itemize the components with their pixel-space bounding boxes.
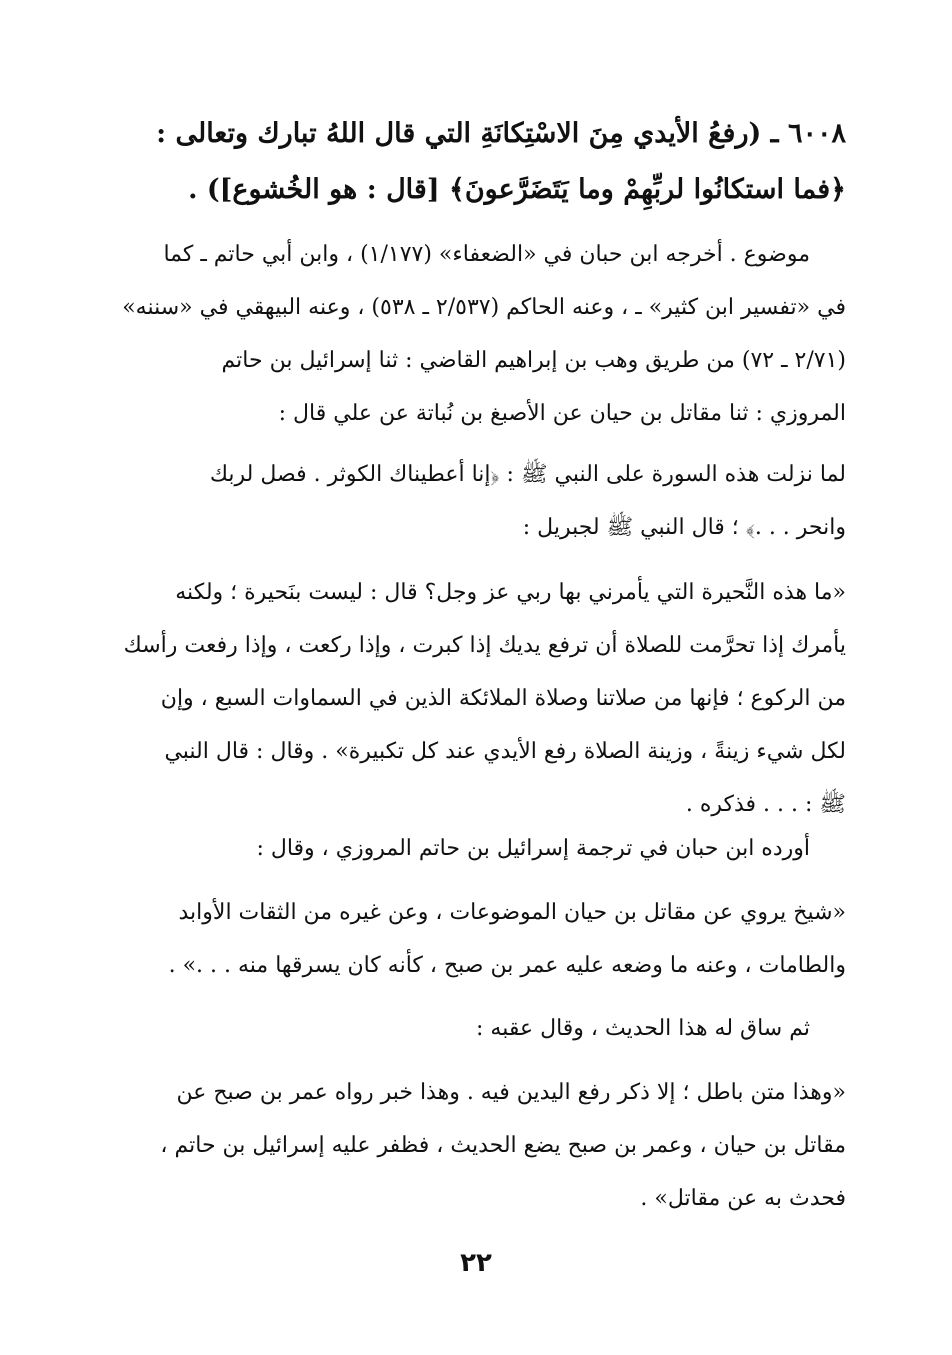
paragraph-line: أورده ابن حبان في ترجمة إسرائيل بن حاتم المروزي ، وقال :: [256, 836, 810, 861]
paragraph-line: «شيخ يروي عن مقاتل بن حيان الموضوعات ، وعن غيره من الثقات الأوابد: [178, 900, 846, 925]
heading-line: ٦٠٠٨ ـ (رفعُ الأيدي مِنَ الاسْتِكانَةِ التي قال اللهُ تبارك وتعالى :: [156, 118, 846, 149]
page-number: ٢٢: [460, 1248, 492, 1278]
paragraph-line: يأمرك إذا تحرَّمت للصلاة أن ترفع يديك إذا كبرت ، وإذا ركعت ، وإذا رفعت رأسك: [123, 633, 846, 658]
paragraph-line: في «تفسير ابن كثير» ـ ، وعنه الحاكم (٢/٥٣٧ ـ ٥٣٨) ، وعنه البيهقي في «سننه»: [122, 295, 846, 320]
paragraph-line: (٢/٧١ ـ ٧٢) من طريق وهب بن إبراهيم القاضي : ثنا إسرائيل بن حاتم: [221, 348, 846, 373]
paragraph-line: موضوع . أخرجه ابن حبان في «الضعفاء» (١/١٧٧) ، وابن أبي حاتم ـ كما: [163, 242, 810, 267]
paragraph-line: ثم ساق له هذا الحديث ، وقال عقبه :: [476, 1016, 810, 1041]
paragraph-line: لكل شيء زينةً ، وزينة الصلاة رفع الأيدي عند كل تكبيرة» . وقال : قال النبي: [164, 739, 846, 764]
paragraph-line: مقاتل بن حيان ، وعمر بن صبح يضع الحديث ، فظفر عليه إسرائيل بن حاتم ،: [160, 1133, 846, 1158]
paragraph-line: «ما هذه النَّحيرة التي يأمرني بها ربي عز وجل؟ قال : ليست بنَحيرة ؛ ولكنه: [175, 580, 846, 605]
thumma-paragraph: [104, 1002, 846, 1055]
paragraph-line: فحدث به عن مقاتل» .: [640, 1186, 846, 1211]
awradahu-paragraph: [104, 822, 846, 875]
paragraph-line: والطامات ، وعنه ما وضعه عليه عمر بن صبح ، كأنه كان يسرقها منه . . .» .: [168, 953, 846, 978]
takhrij-paragraph: [104, 228, 846, 440]
hadith-heading: [104, 106, 846, 218]
hadha-quote-paragraph: [104, 1066, 846, 1225]
paragraph-line: المروزي : ثنا مقاتل بن حيان عن الأصبغ بن نُباتة عن علي قال :: [278, 401, 846, 426]
paragraph-line: وانحر . . .﴾ ؛ قال النبي ﷺ لجبريل :: [522, 515, 846, 540]
hadith-text-paragraph: [104, 566, 846, 831]
heading-line: ﴿فما استكانُوا لربِّهِمْ وما يَتَضَرَّعونَ﴾ [قال : هو الخُشوع]) .: [188, 174, 846, 205]
paragraph-line: ﷺ : . . . فذكره .: [685, 792, 846, 817]
paragraph-line: «وهذا متن باطل ؛ إلا ذكر رفع اليدين فيه . وهذا خبر رواه عمر بن صبح عن: [176, 1080, 846, 1105]
shaykh-quote-paragraph: [104, 886, 846, 992]
paragraph-line: لما نزلت هذه السورة على النبي ﷺ : ﴿إنا أعطيناك الكوثر . فصل لربك: [209, 462, 846, 487]
hadith-intro-paragraph: [104, 448, 846, 554]
paragraph-line: من الركوع ؛ فإنها من صلاتنا وصلاة الملائكة الذين في السماوات السبع ، وإن: [160, 686, 846, 711]
